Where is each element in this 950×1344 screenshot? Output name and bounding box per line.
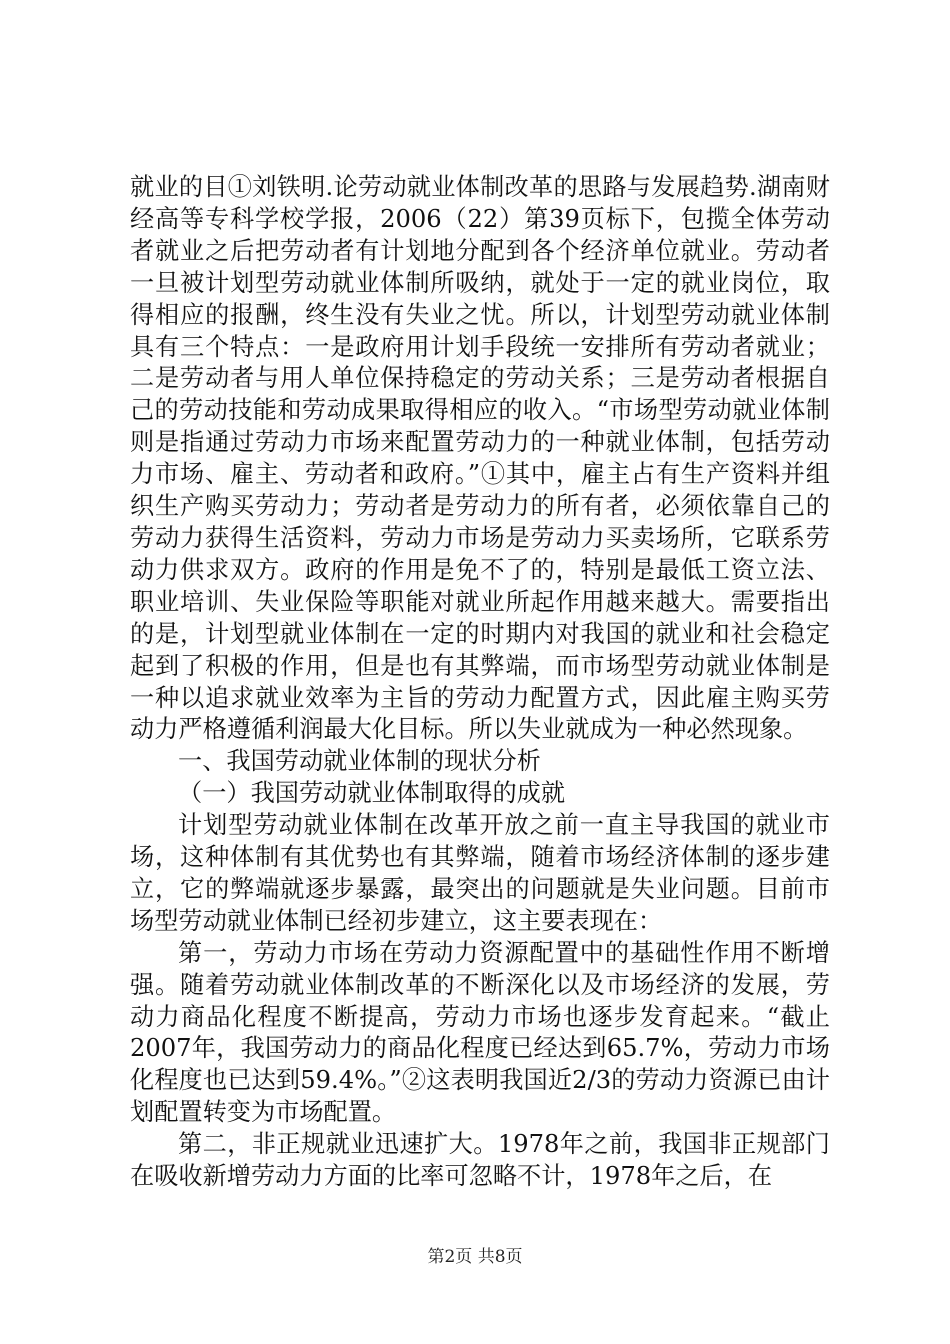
subsection-heading: （一）我国劳动就业体制取得的成就 [178,779,566,808]
section-heading: 一、我国劳动就业体制的现状分析 [178,747,541,776]
body-paragraph: 第二，非正规就业迅速扩大。1978年之前，我国非正规部门在吸收新增劳动力方面的比率可忽略不计，1978年之后，在 [130,1130,830,1191]
page-number-footer: 第2页 共8页 [427,1247,523,1267]
body-paragraph: 就业的目①刘铁明.论劳动就业体制改革的思路与发展趋势.湖南财经高等专科学校学报，2006（22）第39页标下，包揽全体劳动者就业之后把劳动者有计划地分配到各个经济单位就业。劳动者一旦被计划型劳动就业体制所吸纳，就处于一定的就业岗位，取得相应的报酬，终生没有失业之忧。所以，计划型劳动就业体制具有三个特点：一是政府用计划手段统一安排所有劳动者就业；二是劳动者与用人单位保持稳定的劳动关系；三是劳动者根据自己的劳动技能和劳动成果取得相应的收入。“市场型劳动就业体制则是指通过劳动力市场来配置劳动力的一种就业体制，包括劳动力市场、雇主、劳动者和政府。”①其中，雇主占有生产资料并组织生产购买劳动力；劳动者是劳动力的所有者，必须依靠自己的劳动力获得生活资料，劳动力市场是劳动力买卖场所，它联系劳动力供求双方。政府的作用是免不了的，特别是最低工资立法、职业培训、失业保险等职能对就业所起作用越来越大。需要指出的是，计划型就业体制在一定的时期内对我国的就业和社会稳定起到了积极的作用，但是也有其弊端，而市场型劳动就业体制是一种以追求就业效率为主旨的劳动力配置方式，因此雇主购买劳动力严格遵循利润最大化目标。所以失业就成为一种必然现象。 [130,173,830,744]
body-paragraph: 计划型劳动就业体制在改革开放之前一直主导我国的就业市场，这种体制有其优势也有其弊端，随着市场经济体制的逐步建立，它的弊端就逐步暴露，最突出的问题就是失业问题。目前市场型劳动就业体制已经初步建立，这主要表现在： [130,811,830,935]
document-body [130,172,830,1193]
body-paragraph: 第一，劳动力市场在劳动力资源配置中的基础性作用不断增强。随着劳动就业体制改革的不断深化以及市场经济的发展，劳动力商品化程度不断提高，劳动力市场也逐步发育起来。“截止2007年，我国劳动力的商品化程度已经达到65.7%，劳动力市场化程度也已达到59.4%。”②这表明我国近2/3的劳动力资源已由计划配置转变为市场配置。 [130,938,830,1127]
